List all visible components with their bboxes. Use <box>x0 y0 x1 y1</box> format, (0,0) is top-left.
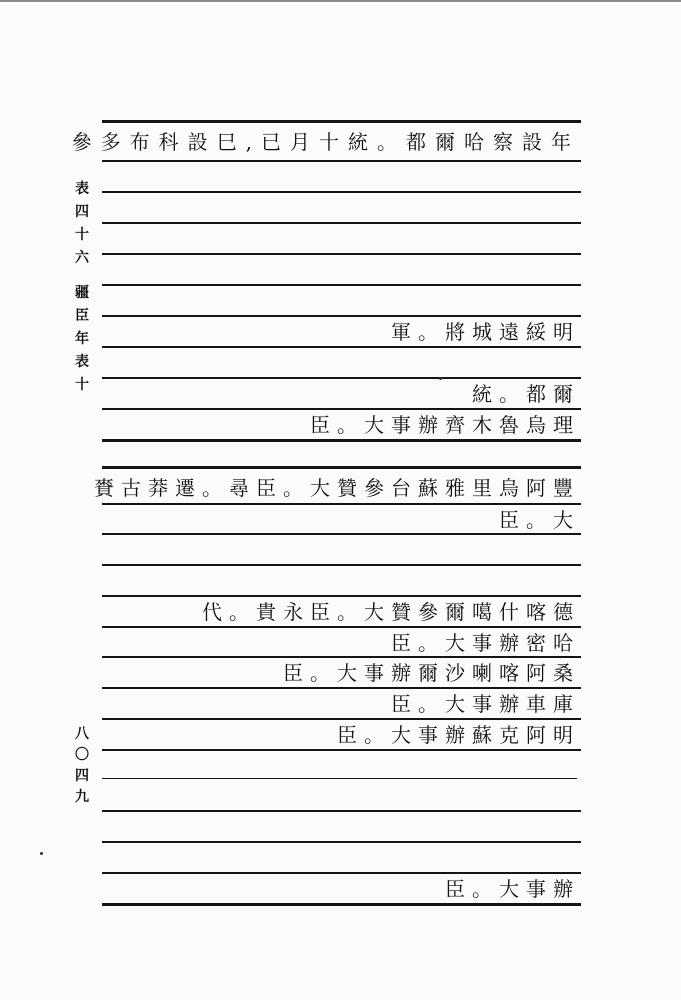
row-text: 軍。將城遠綏明 <box>391 320 580 344</box>
row-text: 臣。大事辦密哈 <box>391 631 580 655</box>
rule-section-start <box>102 466 581 469</box>
margin-char: 表 <box>75 181 89 197</box>
row-text: 臣。大事辦 <box>445 877 580 901</box>
rule <box>102 160 581 162</box>
margin-char: 十 <box>75 377 89 393</box>
margin-char: 疆 <box>75 285 89 301</box>
rule <box>102 346 581 348</box>
rule <box>102 841 581 843</box>
rule <box>102 191 581 193</box>
rule <box>102 408 581 410</box>
rule-top-thick <box>102 120 581 123</box>
row-text: 臣。大 <box>499 508 580 532</box>
rule <box>102 687 581 689</box>
rule <box>102 626 581 628</box>
rule <box>102 533 581 535</box>
rule-thin <box>102 778 577 779</box>
rule <box>102 222 581 224</box>
margin-char: 年 <box>75 331 89 347</box>
row-text: 統。都爾 <box>472 382 580 406</box>
ink-speck <box>439 377 442 380</box>
page-number-char: 〇 <box>75 747 89 763</box>
rule <box>102 503 581 505</box>
rule <box>102 749 581 751</box>
page-number-char: 八 <box>75 726 89 742</box>
rule <box>102 872 581 874</box>
rule <box>102 718 581 720</box>
rule <box>102 315 581 317</box>
margin-char: 臣 <box>75 308 89 324</box>
rule <box>102 595 581 597</box>
margin-char: 六 <box>75 250 89 266</box>
rule-section-break <box>102 439 581 442</box>
row-text: 代。貴永臣。大贊參爾噶什喀德 <box>202 600 580 624</box>
rule <box>102 377 581 379</box>
page-number-char: 九 <box>75 789 89 805</box>
row-text: 臣。大事辦車庫 <box>391 692 580 716</box>
rule-bottom-thick <box>102 903 581 906</box>
margin-char: 表 <box>75 354 89 370</box>
row-text: 賚古莽遷。尋臣。大贊參台蘇雅里烏阿豐 <box>94 476 580 500</box>
row-text: 參多布科設巳,已月十統。都爾哈察設年 <box>71 130 580 154</box>
row-text: 臣。大事辦齊木魯烏理 <box>310 413 580 437</box>
rule <box>102 656 581 658</box>
row-text: 臣。大事辦蘇克阿明 <box>337 723 580 747</box>
margin-char: 十 <box>75 227 89 243</box>
rule <box>102 253 581 255</box>
margin-char: 四 <box>75 204 89 220</box>
rule <box>102 284 581 286</box>
ink-speck <box>40 852 43 855</box>
rule <box>102 810 581 812</box>
page-number-char: 四 <box>75 768 89 784</box>
row-text: 臣。大事辦爾沙喇喀阿桑 <box>283 661 580 685</box>
rule <box>102 564 581 566</box>
